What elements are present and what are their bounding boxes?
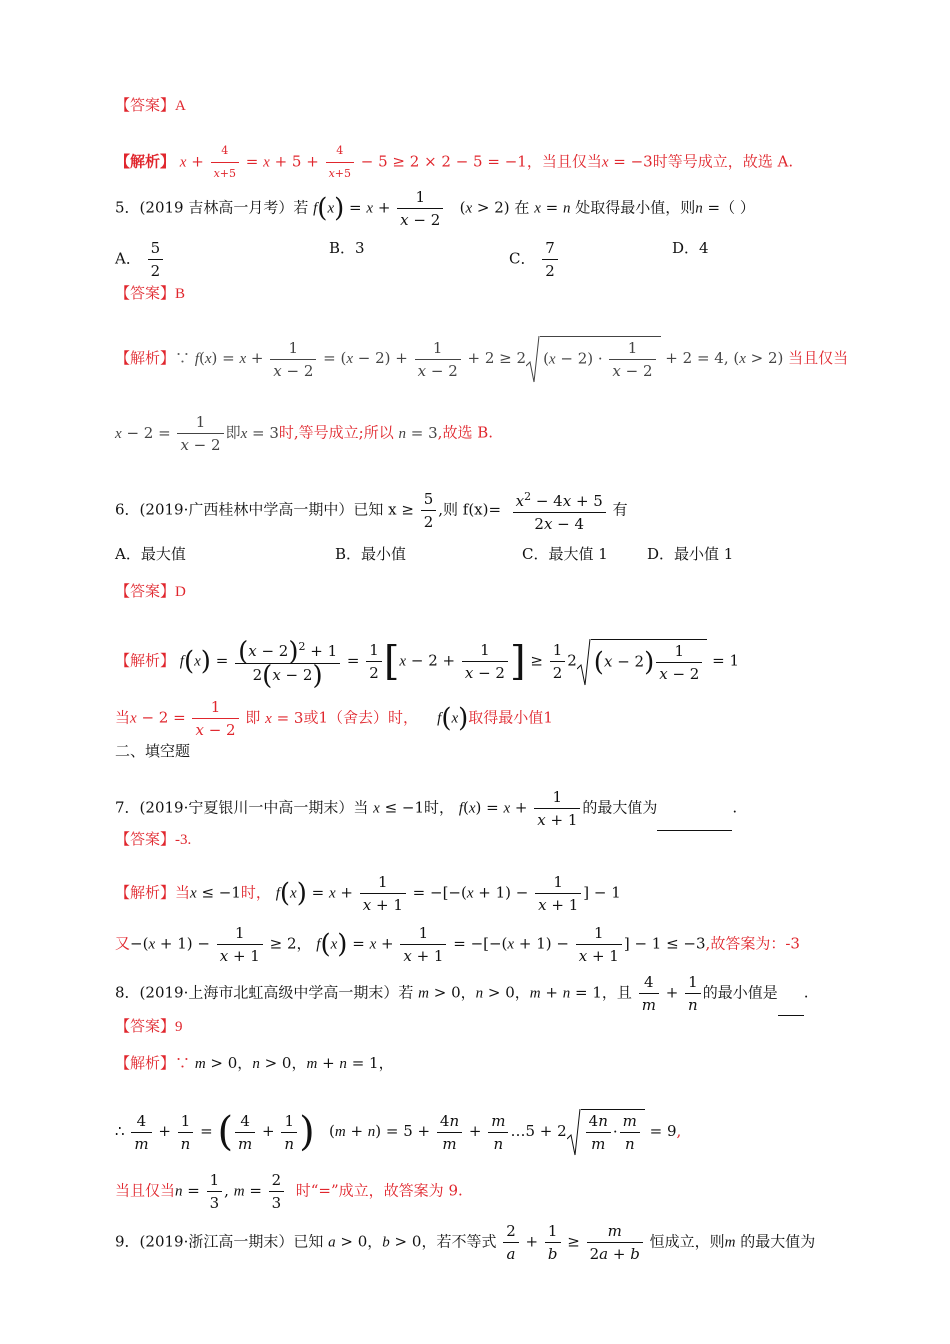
q6-option-b: B．最小值 — [335, 545, 407, 563]
q7-answer: 【答案】-3. — [115, 830, 192, 848]
q5-option-d: D．4 — [672, 239, 709, 257]
q7-stem: 7．(2019·宁夏银川一中高一期末）当 x ≤ −1时， f(x) = x + $\frac{1}{x + 1}$ 的最大值为 . — [115, 788, 738, 829]
q4-explanation: 【解析】 x + $\frac{4}{x+5}$ = x + 5 + $\frac{4}{x+5}$ − 5 ≥ 2 × 2 − 5 = −1，当且仅当x = −3时等号成立，故选 A. — [115, 140, 793, 185]
q8-answer-blank — [778, 1015, 804, 1016]
q8-explanation-2: ∴ $\frac{4}{m}$ + $\frac{1}{n}$ = ( $\frac{4}{m}$ + $\frac{1}{n}$ ) (m + n) = 5 + $\frac{4n}{m}$ + $\frac{m}{n}$ …5 + 2 $\frac{4n}{m}$ · $\frac{m}{n}$ = 9, — [115, 1109, 682, 1155]
q6-explanation-2: 当x − 2 = $\frac{1}{x - 2}$ 即 x = 3或1（舍去）时， f(x)取得最小值1 — [115, 698, 553, 739]
q5-option-c: C． $\frac{7}{2}$ — [509, 237, 560, 282]
q4-answer: 【答案】A — [115, 96, 186, 114]
sqrt-symbol-3: $\frac{4n}{m}$ · $\frac{m}{n}$ — [567, 1109, 645, 1155]
sqrt-symbol-2: (x − 2) $\frac{1}{x - 2}$ — [577, 639, 708, 685]
q5-stem: 5．(2019 吉林高一月考）若 f(x) = x + $\frac{1}{x - 2}$ (x > 2) 在 x = n 处取得最小值，则n =（ ） — [115, 188, 755, 229]
q6-explanation-1: 【解析】 f(x) = $\frac{(x - 2)^2 + 1}{2(x - 2)}$ = $\frac{1}{2}$ [x − 2 + $\frac{1}{x - 2}$ ] ≥ $\frac{1}{2}$ 2 (x − 2) $\frac{1}{x - 2}$ = 1 — [115, 637, 740, 691]
q6-option-c: C．最大值 1 — [522, 545, 608, 563]
q5-answer: 【答案】B — [115, 284, 186, 302]
q7-explanation-1: 【解析】当x ≤ −1时， f(x) = x + $\frac{1}{x + 1}$ = −[−(x + 1) − $\frac{1}{x + 1}$ ] − 1 — [115, 873, 621, 914]
q5-explanation-2: x − 2 = $\frac{1}{x - 2}$ 即x = 3时,等号成立;所以 n = 3,故选 B. — [115, 413, 493, 454]
sqrt-symbol: (x − 2) · $\frac{1}{x - 2}$ — [526, 336, 660, 382]
q9-stem: 9．(2019·浙江高一期末）已知 a > 0，b > 0，若不等式 $\frac{2}{a}$ + $\frac{1}{b}$ ≥ $\frac{m}{2a + b}$ 恒成立，则m 的最大值为 — [115, 1222, 816, 1263]
q7-explanation-2: 又−(x + 1) − $\frac{1}{x + 1}$ ≥ 2， f(x) = x + $\frac{1}{x + 1}$ = −[−(x + 1) − $\frac{1}{x + 1}$ ] − 1 ≤ −3,故答案为：-3 — [115, 924, 800, 965]
q6-option-a: A．最大值 — [115, 545, 186, 563]
q8-explanation-3: 当且仅当n = $\frac{1}{3}$ , m = $\frac{2}{3}$ 时“=”成立，故答案为 9. — [115, 1171, 463, 1212]
q5-option-b: B．3 — [329, 239, 365, 257]
q8-answer: 【答案】9 — [115, 1017, 183, 1035]
q6-option-d: D．最小值 1 — [647, 545, 734, 563]
q5-option-a: A． $\frac{5}{2}$ — [115, 237, 165, 282]
q8-explanation-1: 【解析】∵ m > 0，n > 0，m + n = 1， — [115, 1054, 394, 1072]
q6-stem: 6．(2019·广西桂林中学高一期中）已知 x ≥ $\frac{5}{2}$ ,则 f(x)= $\frac{x^2 - 4x + 5}{2x - 4}$ 有 — [115, 486, 628, 535]
q7-answer-blank — [657, 830, 732, 831]
q8-stem: 8．(2019·上海市北虹高级中学高一期末）若 m > 0，n > 0，m + n = 1，且 $\frac{4}{m}$ + $\frac{1}{n}$ 的最小值是 . — [115, 973, 809, 1014]
section-heading: 二、填空题 — [115, 742, 191, 760]
q5-explanation-1: 【解析】∵ f(x) = x + $\frac{1}{x - 2}$ = (x − 2) + $\frac{1}{x - 2}$ + 2 ≥ 2 (x − 2) · $\frac{1}{x - 2}$ + 2 = 4, (x > 2) 当且仅当 — [115, 336, 848, 382]
q6-answer: 【答案】D — [115, 582, 186, 600]
